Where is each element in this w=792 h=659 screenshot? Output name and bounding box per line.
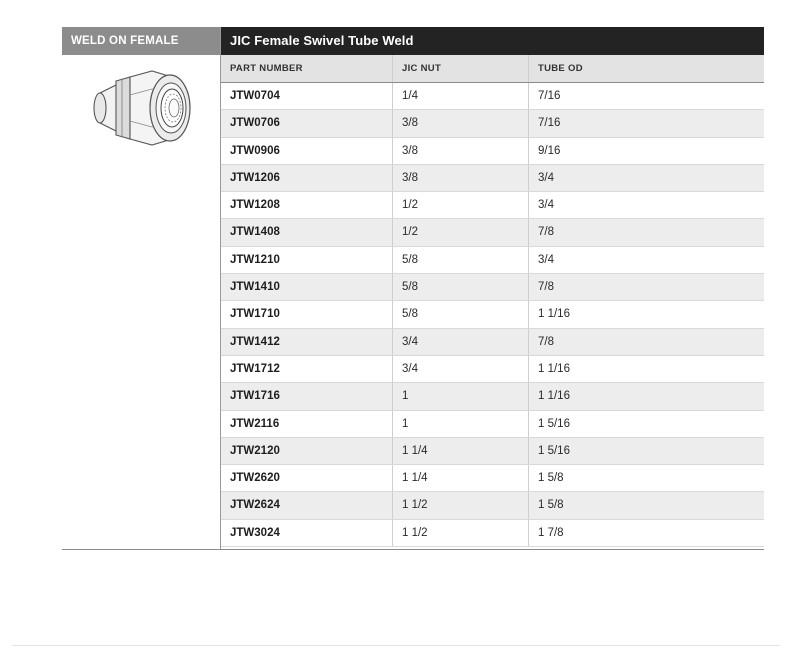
cell-tube-od: 1 5/16 [528,411,764,437]
cell-jic-nut: 1 1/2 [392,492,528,518]
cell-jic-nut: 3/8 [392,138,528,164]
cell-tube-od: 9/16 [528,138,764,164]
cell-jic-nut: 1 1/4 [392,465,528,491]
cell-tube-od: 7/16 [528,110,764,136]
table-body [221,83,764,547]
cell-part-number: JTW2624 [230,499,280,512]
cell-tube-od: 3/4 [528,192,764,218]
cell-part-number: JTW1716 [230,390,280,403]
cell-jic-nut: 3/8 [392,110,528,136]
cell-jic-nut: 3/8 [392,165,528,191]
header-part-number: PART NUMBER [230,63,303,74]
table-row [221,520,764,547]
cell-part-number: JTW0706 [230,117,280,130]
cell-part-number: JTW0704 [230,90,280,102]
cell-part-number: JTW1206 [230,171,280,184]
table-row [221,301,764,328]
cell-part-number: JTW1410 [230,281,280,294]
cell-part-number: JTW1210 [230,253,280,266]
cell-part-number: JTW2620 [230,472,280,485]
cell-jic-nut: 5/8 [392,301,528,327]
table-row [221,192,764,219]
cell-tube-od: 1 1/16 [528,301,764,327]
table-row [221,465,764,492]
cell-tube-od: 1 5/8 [528,465,764,491]
category-column [62,27,221,550]
category-tab: WELD ON FEMALE [62,27,220,55]
cell-jic-nut: 1 1/4 [392,438,528,464]
cell-jic-nut: 1 1/2 [392,520,528,546]
cell-tube-od: 7/8 [528,219,764,245]
table-row [221,138,764,165]
cell-tube-od: 7/8 [528,274,764,300]
cell-part-number: JTW0906 [230,144,280,157]
cell-jic-nut: 1/2 [392,192,528,218]
cell-tube-od: 1 5/8 [528,492,764,518]
cell-part-number: JTW2120 [230,444,280,457]
parts-table [221,27,764,547]
cell-jic-nut: 1/2 [392,219,528,245]
header-tube-od: TUBE OD [528,55,764,82]
cell-part-number: JTW1412 [230,335,280,348]
table-row [221,219,764,246]
cell-tube-od: 3/4 [528,165,764,191]
cell-jic-nut: 5/8 [392,274,528,300]
cell-part-number: JTW3024 [230,526,280,539]
cell-part-number: JTW1712 [230,362,280,375]
cell-jic-nut: 1 [392,411,528,437]
table-title: JIC Female Swivel Tube Weld [221,27,764,55]
cell-part-number: JTW1710 [230,308,280,321]
table-row [221,274,764,301]
cell-tube-od: 1 5/16 [528,438,764,464]
cell-part-number: JTW1408 [230,226,280,239]
cell-part-number: JTW2116 [230,417,280,430]
cell-tube-od: 1 1/16 [528,383,764,409]
cell-jic-nut: 3/4 [392,329,528,355]
cell-part-number: JTW1208 [230,199,280,212]
table-row [221,247,764,274]
table-row [221,438,764,465]
table-bottom-rule [62,549,764,550]
table-header-row [221,55,764,83]
header-jic-nut: JIC NUT [392,55,528,82]
table-row [221,492,764,519]
female-swivel-fitting-icon [90,65,194,151]
cell-tube-od: 7/16 [528,83,764,109]
table-row [221,329,764,356]
cell-tube-od: 1 1/16 [528,356,764,382]
table-row [221,110,764,137]
cell-tube-od: 3/4 [528,247,764,273]
cell-jic-nut: 5/8 [392,247,528,273]
table-row [221,383,764,410]
table-row [221,165,764,192]
cell-jic-nut: 1 [392,383,528,409]
cell-tube-od: 7/8 [528,329,764,355]
table-row [221,356,764,383]
cell-jic-nut: 3/4 [392,356,528,382]
cell-jic-nut: 1/4 [392,83,528,109]
table-row [221,83,764,110]
table-row [221,411,764,438]
cell-tube-od: 1 7/8 [528,520,764,546]
page-divider [12,645,780,646]
